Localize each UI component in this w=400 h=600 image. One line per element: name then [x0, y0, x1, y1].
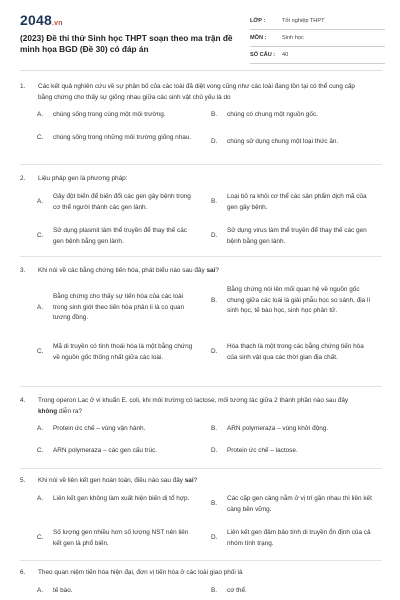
question-number: 6. — [20, 569, 26, 576]
question-6-option-b[interactable] — [211, 586, 376, 597]
meta-row-class — [250, 13, 385, 30]
question-1-option-d[interactable] — [211, 137, 376, 148]
option-label: C. — [37, 447, 44, 454]
option-label: D. — [211, 232, 218, 240]
question-number: 5. — [20, 477, 26, 484]
meta-panel — [250, 13, 385, 64]
meta-value: 40 — [282, 52, 289, 58]
option-text: Hóa thạch là một trong các bằng chứng tiến hóa của sinh vật qua các thời gian địa chất. — [227, 343, 364, 361]
option-text: Loại bỏ ra khỏi cơ thể các sản phẩm dịch mã của gen gây bệnh. — [227, 193, 367, 211]
option-text: ARN polymeraza – vùng khởi động. — [227, 425, 329, 432]
question-5-option-b[interactable] — [211, 494, 376, 515]
question-4-option-b[interactable] — [211, 424, 376, 435]
option-label: C. — [37, 232, 44, 240]
question-divider — [20, 256, 382, 257]
stem-text-end: ? — [193, 477, 198, 484]
question-number: 1. — [20, 83, 26, 90]
option-label: A. — [37, 495, 44, 502]
option-label: C. — [37, 348, 44, 356]
question-text — [20, 396, 365, 417]
question-4-option-d[interactable] — [211, 446, 376, 457]
stem-text-end: ? — [215, 267, 219, 274]
option-label: D. — [211, 138, 218, 145]
question-2-stem — [20, 174, 365, 185]
option-text: Liên kết gen đảm bảo tính di truyền ổn định của cả nhóm tính trạng. — [227, 529, 371, 547]
question-1-option-a[interactable] — [37, 110, 207, 121]
question-4-stem — [20, 396, 365, 417]
option-text: Bằng chứng nói lên mối quan hệ về nguồn gốc chung giữa các loài là giải phẫu học so sánh, địa lí sinh học, tế bào học, sinh học phân tử. — [227, 286, 371, 315]
option-text: Các cặp gen càng nằm ở vị trí gần nhau thì liên kết càng bền vững. — [227, 495, 372, 513]
meta-row-count — [250, 47, 385, 64]
question-3-option-b[interactable] — [211, 285, 376, 317]
option-text: ARN polymeraza – các gen cấu trúc. — [53, 447, 158, 454]
site-logo[interactable] — [20, 12, 63, 28]
option-label: B. — [211, 425, 218, 432]
stem-text: Khi nói về các bằng chứng tiến hóa, phát biểu nào sau đây — [38, 267, 207, 274]
question-number: 4. — [20, 397, 26, 404]
option-label: D. — [211, 447, 218, 454]
document-title: (2023) Đề thi thử Sinh học THPT soạn theo ma trận đề minh họa BGD (Đề 30) có đáp án — [20, 33, 233, 55]
stem-text: Khi nói về liên kết gen hoàn toàn, điều nào sau đây — [38, 477, 185, 484]
question-text: Các kết quả nghiên cứu về sự phân bố của các loài đã diệt vong cũng như các loài đang tồn tại có thể cung cấp bằng chứng cho thấy sự giống nhau giữa các sinh vật chủ yếu là do — [38, 83, 355, 101]
question-4-option-c[interactable] — [37, 446, 207, 457]
option-label: B. — [211, 500, 218, 508]
stem-emphasis: sai — [206, 267, 216, 274]
option-text: chúng sống trong những môi trường giống nhau. — [53, 134, 192, 141]
option-text: Mã di truyền có tính thoái hóa là một bằng chứng về nguồn gốc thống nhất giữa các loài. — [53, 343, 193, 361]
meta-value: Tốt nghiệp THPT — [282, 18, 325, 24]
question-text: Liệu pháp gen là phương pháp: — [38, 175, 128, 182]
option-text: Số lượng gen nhiều hơn số lượng NST nên liên kết gen là phổ biến. — [53, 529, 189, 547]
question-1-option-b[interactable] — [211, 110, 376, 121]
question-divider — [20, 386, 382, 387]
stem-emphasis: không — [38, 407, 58, 415]
question-divider — [20, 560, 382, 561]
option-label: A. — [37, 303, 44, 311]
option-label: D. — [211, 348, 218, 356]
question-3-option-c[interactable] — [37, 342, 207, 363]
option-text: cơ thể. — [227, 587, 247, 594]
question-4-option-a[interactable] — [37, 424, 207, 435]
option-label: C. — [37, 534, 44, 542]
question-5-option-d[interactable] — [211, 528, 376, 549]
question-3-option-d[interactable] — [211, 342, 376, 363]
question-2-option-a[interactable] — [37, 192, 207, 213]
question-text — [20, 266, 365, 277]
option-text: Sử dụng virus làm thể truyền để thay thế các gen bệnh bằng gen lành. — [227, 227, 367, 245]
option-text: Protein ức chế – vùng vận hành. — [53, 425, 146, 432]
option-label: A. — [37, 198, 44, 206]
question-number: 3. — [20, 267, 26, 274]
meta-key: SỐ CÂU : — [250, 52, 276, 58]
option-text: Gây đột biến để biến đổi các gen gây bệnh trong cơ thể người thành các gen lành. — [53, 193, 191, 211]
option-text: Sử dụng plasmit làm thể truyền để thay thế các gen bệnh bằng gen lành. — [53, 227, 187, 245]
page-header — [0, 0, 400, 70]
option-text: tế bào. — [53, 587, 73, 594]
option-text: Liên kết gen không làm xuất hiện biến dị tổ hợp. — [53, 495, 190, 502]
option-text: Bằng chứng cho thấy sự tiến hóa của các loài trong sinh giới theo tiến hóa phân li là co quan tương đồng. — [53, 293, 185, 322]
option-text: chúng sống trong cùng một môi trường. — [53, 111, 166, 118]
question-divider — [20, 468, 382, 469]
question-divider — [20, 164, 382, 165]
question-5-option-a[interactable] — [37, 494, 207, 505]
question-text — [20, 476, 365, 487]
option-text: Protein ức chế – lactose. — [227, 447, 298, 454]
question-5-stem — [20, 476, 365, 487]
meta-value: Sinh học — [282, 35, 304, 41]
header-divider — [20, 70, 382, 71]
option-label: A. — [37, 425, 44, 432]
logo-tld: .vn — [51, 20, 63, 27]
option-label: B. — [211, 198, 218, 206]
stem-text-end: diễn ra? — [57, 407, 83, 415]
question-6-option-a[interactable] — [37, 586, 207, 597]
question-text: Theo quan niệm tiến hóa hiện đại, đơn vị tiến hóa ở các loài giao phối là — [38, 569, 243, 576]
stem-text: Trong operon Lac ở vi khuẩn E. coli, khi môi trường có lactose, mối tương tác giữa 2 thành phần nào sau đây — [38, 397, 349, 404]
question-number: 2. — [20, 175, 26, 182]
meta-row-subject — [250, 30, 385, 47]
question-2-option-d[interactable] — [211, 226, 376, 247]
option-label: B. — [211, 587, 218, 594]
question-1-stem — [20, 82, 365, 103]
stem-emphasis: sai — [184, 477, 194, 484]
question-6-stem — [20, 568, 365, 579]
option-label: A. — [37, 111, 44, 118]
option-label: C. — [37, 134, 44, 141]
question-2-option-b[interactable] — [211, 192, 376, 213]
question-3-option-a[interactable] — [37, 292, 207, 324]
option-label: A. — [37, 587, 44, 594]
option-text: chúng có chung một nguồn gốc. — [227, 111, 318, 118]
meta-key: LỚP : — [250, 18, 266, 24]
question-3-stem — [20, 266, 365, 277]
question-1-option-c[interactable] — [37, 133, 207, 144]
meta-key: MÔN : — [250, 35, 267, 41]
logo-main: 2048 — [20, 12, 52, 28]
option-label: B. — [211, 111, 218, 118]
option-text: chúng sử dụng chung một loại thức ăn. — [227, 138, 339, 145]
question-5-option-c[interactable] — [37, 528, 207, 549]
question-2-option-c[interactable] — [37, 226, 207, 247]
option-label: D. — [211, 534, 218, 542]
option-label: B. — [211, 296, 218, 304]
